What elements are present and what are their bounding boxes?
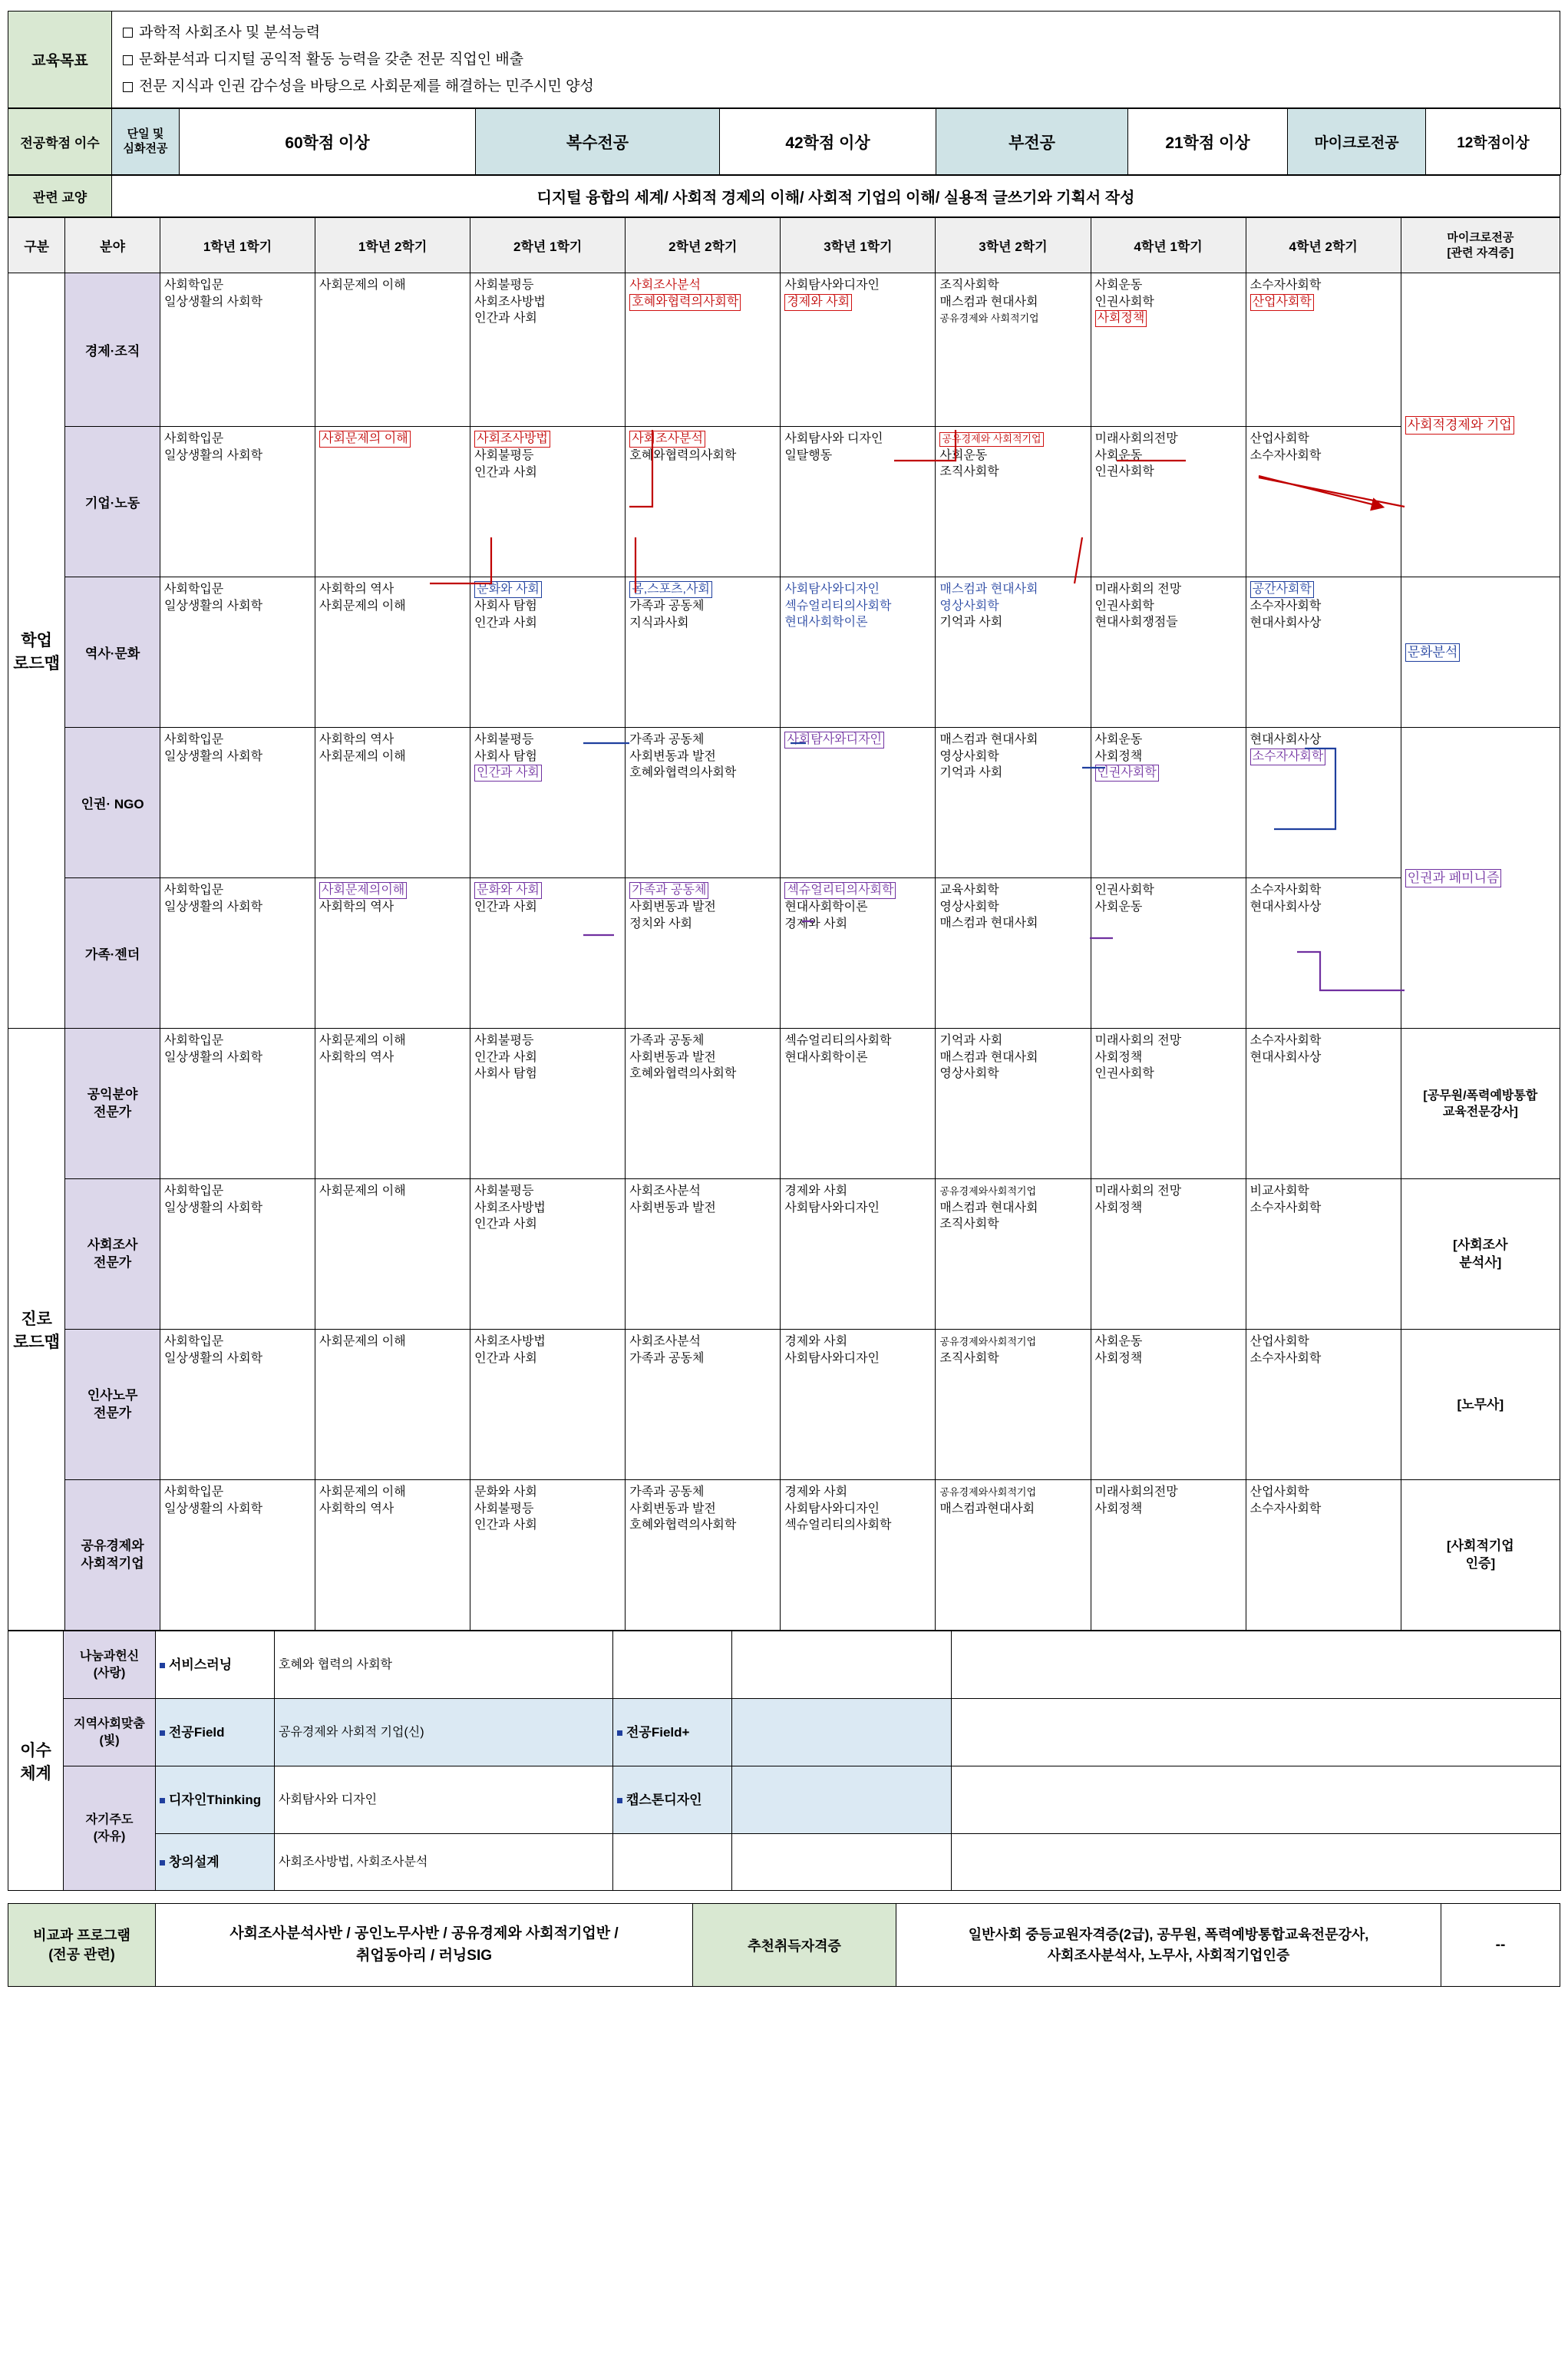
field-public-interest: 공익분야 전문가 [65, 1029, 160, 1179]
credits-label: 전공학점 이수 [8, 109, 112, 175]
course-cell: 사회학입문 일상생활의 사회학 [160, 728, 315, 878]
credit-type-single: 단일 및 심화전공 [112, 109, 180, 175]
course-cell: 사회탐사와디자인 섹슈얼리티의사회학 현대사회학이론 [781, 577, 936, 728]
goal-item: 전문 지식과 인권 감수성을 바탕으로 사회문제를 해결하는 민주시민 양성 [123, 73, 1549, 100]
course-cell: 산업사회학 소수자사회학 [1246, 427, 1401, 577]
credit-value-minor: 21학점 이상 [1128, 109, 1288, 175]
micro-public-interest: [공무원/폭력예방통합 교육전문강사] [1401, 1029, 1560, 1179]
course-cell: 사회조사분석 가족과 공동체 [626, 1330, 781, 1480]
system-course-empty-8 [952, 1834, 1561, 1891]
related-liberal-arts-table [8, 175, 1560, 217]
course-cell: 사회학입문 일상생활의 사회학 [160, 1480, 315, 1631]
system-tag-major-field: 전공Field [156, 1699, 275, 1766]
bullet-icon [160, 1798, 165, 1803]
course-cell: 사회학입문 일상생활의 사회학 [160, 273, 315, 427]
footer-programs: 사회조사분석사반 / 공인노무사반 / 공유경제와 사회적기업반 / 취업동아리 / 러닝SIG [156, 1904, 693, 1987]
section-career: 진로 로드맵 [8, 1029, 65, 1631]
course-cell: 소수자사회학 현대사회사상 [1246, 878, 1401, 1029]
micro-culture: 문화분석 [1401, 577, 1560, 728]
course-cell: 사회문제의 이해 [315, 1179, 470, 1330]
system-tag-major-field-plus: 전공Field+ [613, 1699, 732, 1766]
footer-dash: -- [1441, 1904, 1560, 1987]
field-human-rights-ngo: 인권· NGO [65, 728, 160, 878]
system-course-3: 사회탐사와 디자인 [275, 1766, 613, 1834]
checkbox-icon [123, 28, 133, 38]
system-tag-creative-design: 창의설계 [156, 1834, 275, 1891]
course-cell: 경제와 사회 사회탐사와디자인 [781, 1330, 936, 1480]
course-cell: 문화와 사회 인간과 사회 [470, 878, 626, 1029]
system-course-empty-2 [952, 1631, 1561, 1699]
micro-social-enterprise: [사회적기업 인증] [1401, 1480, 1560, 1631]
liberal-label: 관련 교양 [8, 176, 112, 217]
goal-label: 교육목표 [8, 12, 112, 108]
col-term-1: 1학년 1학기 [160, 218, 315, 273]
course-cell: 사회문제의 이해 사회학의 역사 [315, 1029, 470, 1179]
course-cell: 현대사회사상 소수자사회학 [1246, 728, 1401, 878]
course-cell: 사회학입문 일상생활의 사회학 [160, 577, 315, 728]
course-cell: 공유경제와사회적기업 매스컴과 현대사회 조직사회학 [936, 1179, 1091, 1330]
col-field: 분야 [65, 218, 160, 273]
course-cell: 사회운동 인권사회학 사회정책 [1091, 273, 1246, 427]
course-cell: 사회학의 역사 사회문제의 이해 [315, 577, 470, 728]
bullet-icon [160, 1730, 165, 1736]
course-cell: 비교사회학 소수자사회학 [1246, 1179, 1401, 1330]
checkbox-icon [123, 55, 133, 65]
course-cell: 가족과 공동체 사회변동과 발전 호혜와협력의사회학 [626, 1029, 781, 1179]
col-term-4: 2학년 2학기 [626, 218, 781, 273]
system-course-1: 호혜와 협력의 사회학 [275, 1631, 613, 1699]
course-cell: 미래사회의 전망 인권사회학 현대사회쟁점들 [1091, 577, 1246, 728]
course-cell: 공유경제와사회적기업 조직사회학 [936, 1330, 1091, 1480]
course-cell: 몸,스포츠,사회 가족과 공동체 지식과사회 [626, 577, 781, 728]
col-term-5: 3학년 1학기 [781, 218, 936, 273]
micro-economy: 사회적경제와 기업 [1401, 273, 1560, 577]
course-cell: 사회문제의 이해 사회학의 역사 [315, 1480, 470, 1631]
course-cell: 미래사회의전망 사회운동 인권사회학 [1091, 427, 1246, 577]
course-cell: 가족과 공동체 사회변동과 발전 호혜와협력의사회학 [626, 728, 781, 878]
completion-system-table [8, 1631, 1561, 1891]
col-term-2: 1학년 2학기 [315, 218, 470, 273]
field-economy-org: 경제·조직 [65, 273, 160, 427]
course-cell: 미래사회의 전망 사회정책 인권사회학 [1091, 1029, 1246, 1179]
system-course-empty-6 [952, 1766, 1561, 1834]
course-cell: 사회탐사와디자인 [781, 728, 936, 878]
course-cell: 산업사회학 소수자사회학 [1246, 1480, 1401, 1631]
system-tag-design-thinking: 디자인Thinking [156, 1766, 275, 1834]
footer-cert-label: 추천취득자격증 [693, 1904, 896, 1987]
course-cell: 사회학의 역사 사회문제의 이해 [315, 728, 470, 878]
credit-value-single: 60학점 이상 [180, 109, 476, 175]
course-cell: 가족과 공동체 사회변동과 발전 호혜와협력의사회학 [626, 1480, 781, 1631]
course-cell: 사회불평등 사회사 탐험 인간과 사회 [470, 728, 626, 878]
course-cell: 경제와 사회 사회탐사와디자인 [781, 1179, 936, 1330]
extracurricular-table [8, 1903, 1560, 1987]
course-cell: 기억과 사회 매스컴과 현대사회 영상사회학 [936, 1029, 1091, 1179]
checkbox-icon [123, 82, 133, 92]
course-cell: 산업사회학 소수자사회학 [1246, 1330, 1401, 1480]
course-cell: 사회학입문 일상생활의 사회학 [160, 427, 315, 577]
course-cell: 사회문제의이해 사회학의 역사 [315, 878, 470, 1029]
bullet-icon [617, 1730, 622, 1736]
course-cell: 사회학입문 일상생활의 사회학 [160, 1330, 315, 1480]
course-cell: 문화와 사회 사회사 탐험 인간과 사회 [470, 577, 626, 728]
roadmap-main-table [8, 217, 1560, 1631]
course-cell: 사회조사분석 사회변동과 발전 [626, 1179, 781, 1330]
field-firm-labor: 기업·노동 [65, 427, 160, 577]
system-course-empty-3 [732, 1699, 952, 1766]
course-cell: 공유경제와사회적기업 매스컴과현대사회 [936, 1480, 1091, 1631]
footer-certs: 일반사회 중등교원자격증(2급), 공무원, 폭력예방통합교육전문강사, 사회조사분석사, 노무사, 사회적기업인증 [896, 1904, 1441, 1987]
micro-human-rights: 인권과 페미니즘 [1401, 728, 1560, 1029]
credit-value-double: 42학점 이상 [720, 109, 936, 175]
course-cell: 섹슈얼리티의사회학 현대사회학이론 경제와 사회 [781, 878, 936, 1029]
course-cell: 경제와 사회 사회탐사와디자인 섹슈얼리티의사회학 [781, 1480, 936, 1631]
course-cell: 문화와 사회 사회불평등 인간과 사회 [470, 1480, 626, 1631]
course-cell: 사회조사방법 인간과 사회 [470, 1330, 626, 1480]
course-cell: 사회운동 사회정책 인권사회학 [1091, 728, 1246, 878]
course-cell: 공유경제와 사회적기업 사회운동 조직사회학 [936, 427, 1091, 577]
system-course-empty-7 [732, 1834, 952, 1891]
bullet-icon [617, 1798, 622, 1803]
course-cell: 사회학입문 일상생활의 사회학 [160, 878, 315, 1029]
field-survey-expert: 사회조사 전문가 [65, 1179, 160, 1330]
system-course-empty-5 [732, 1766, 952, 1834]
course-cell: 섹슈얼리티의사회학 현대사회학이론 [781, 1029, 936, 1179]
system-tag-empty-2 [613, 1834, 732, 1891]
micro-survey: [사회조사 분석사] [1401, 1179, 1560, 1330]
credit-type-micro: 마이크로전공 [1288, 109, 1426, 175]
system-tag-capstone: 캡스톤디자인 [613, 1766, 732, 1834]
field-sharing-economy: 공유경제와 사회적기업 [65, 1480, 160, 1631]
field-family-gender: 가족·젠더 [65, 878, 160, 1029]
goal-item: 과학적 사회조사 및 분석능력 [123, 19, 1549, 46]
field-hr-labor-expert: 인사노무 전문가 [65, 1330, 160, 1480]
course-cell: 미래사회의 전망 사회정책 [1091, 1179, 1246, 1330]
system-tag-empty-1 [613, 1631, 732, 1699]
system-course-empty-1 [732, 1631, 952, 1699]
credit-type-double: 복수전공 [476, 109, 720, 175]
course-cell: 사회불평등 사회조사방법 인간과 사회 [470, 1179, 626, 1330]
course-cell: 사회조사방법 사회불평등 인간과 사회 [470, 427, 626, 577]
course-cell: 사회운동 사회정책 [1091, 1330, 1246, 1480]
course-cell: 가족과 공동체 사회변동과 발전 정치와 사회 [626, 878, 781, 1029]
course-cell: 사회탐사와 디자인 일탈행동 [781, 427, 936, 577]
course-cell: 인권사회학 사회운동 [1091, 878, 1246, 1029]
course-cell: 매스컴과 현대사회 영상사회학 기억과 사회 [936, 577, 1091, 728]
system-course-2: 공유경제와 사회적 기업(신) [275, 1699, 613, 1766]
col-term-3: 2학년 1학기 [470, 218, 626, 273]
course-cell: 사회학입문 일상생활의 사회학 [160, 1029, 315, 1179]
col-div: 구분 [8, 218, 65, 273]
system-course-empty-4 [952, 1699, 1561, 1766]
system-course-4: 사회조사방법, 사회조사분석 [275, 1834, 613, 1891]
col-term-8: 4학년 2학기 [1246, 218, 1401, 273]
course-cell: 사회문제의 이해 [315, 1330, 470, 1480]
course-cell: 사회불평등 사회조사방법 인간과 사회 [470, 273, 626, 427]
system-field-self: 자기주도 (자유) [64, 1766, 156, 1891]
system-field-sharing: 나눔과헌신 (사랑) [64, 1631, 156, 1699]
education-goal-table [8, 11, 1560, 108]
bullet-icon [160, 1860, 165, 1866]
credit-requirement-table [8, 108, 1561, 175]
system-tag-service-learning: 서비스러닝 [156, 1631, 275, 1699]
goal-items [112, 12, 1560, 108]
liberal-value: 디지털 융합의 세계/ 사회적 경제의 이해/ 사회적 기업의 이해/ 실용적 글쓰기와 기획서 작성 [112, 176, 1560, 217]
course-cell: 사회학입문 일상생활의 사회학 [160, 1179, 315, 1330]
course-cell: 사회조사분석 호혜와협력의사회학 [626, 427, 781, 577]
field-history-culture: 역사·문화 [65, 577, 160, 728]
course-cell: 공간사회학 소수자사회학 현대사회사상 [1246, 577, 1401, 728]
course-cell: 사회불평등 인간과 사회 사회사 탐험 [470, 1029, 626, 1179]
micro-labor: [노무사] [1401, 1330, 1560, 1480]
course-cell: 사회문제의 이해 [315, 427, 470, 577]
section-academic: 학업 로드맵 [8, 273, 65, 1029]
course-cell: 미래사회의전망 사회정책 [1091, 1480, 1246, 1631]
bullet-icon [160, 1663, 165, 1668]
credit-value-micro: 12학점이상 [1426, 109, 1561, 175]
section-system: 이수 체계 [8, 1631, 64, 1891]
system-field-local: 지역사회맞춤 (빛) [64, 1699, 156, 1766]
col-term-6: 3학년 2학기 [936, 218, 1091, 273]
credit-type-minor: 부전공 [936, 109, 1128, 175]
course-cell: 조직사회학 매스컴과 현대사회 공유경제와 사회적기업 [936, 273, 1091, 427]
course-cell: 사회문제의 이해 [315, 273, 470, 427]
course-cell: 교육사회학 영상사회학 매스컴과 현대사회 [936, 878, 1091, 1029]
col-term-7: 4학년 1학기 [1091, 218, 1246, 273]
col-micro: 마이크로전공 [관련 자격증] [1401, 218, 1560, 273]
course-cell: 사회조사분석 호혜와협력의사회학 [626, 273, 781, 427]
footer-label: 비교과 프로그램 (전공 관련) [8, 1904, 156, 1987]
course-cell: 소수자사회학 현대사회사상 [1246, 1029, 1401, 1179]
course-cell: 소수자사회학 산업사회학 [1246, 273, 1401, 427]
course-cell: 사회탐사와디자인 경제와 사회 [781, 273, 936, 427]
course-cell: 매스컴과 현대사회 영상사회학 기억과 사회 [936, 728, 1091, 878]
goal-item: 문화분석과 디지털 공익적 활동 능력을 갖춘 전문 직업인 배출 [123, 46, 1549, 73]
